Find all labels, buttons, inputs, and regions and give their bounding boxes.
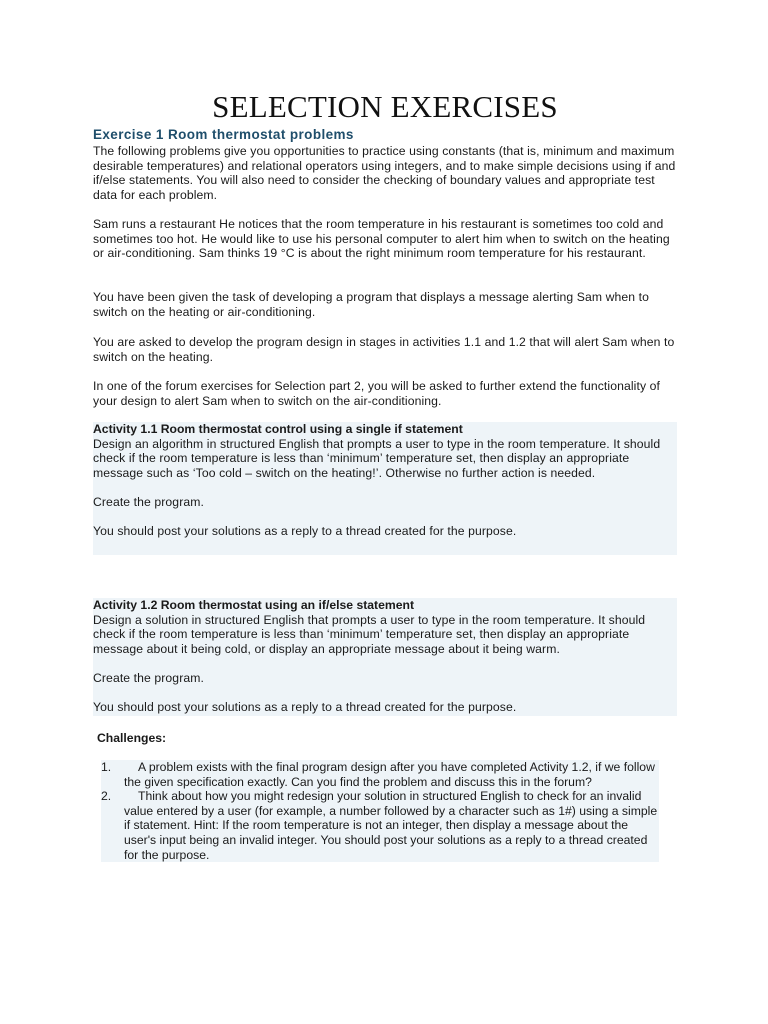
activity-1-2-post: You should post your solutions as a reply to a thread created for the purpose.	[93, 700, 517, 715]
list-item-number: 1.	[101, 760, 112, 774]
activity-1-1-title: Activity 1.1 Room thermostat control using a single if statement	[93, 422, 463, 436]
exercise-heading: Exercise 1 Room thermostat problems	[93, 127, 354, 142]
forum-paragraph: In one of the forum exercises for Selection part 2, you will be asked to further extend the functionality of your design to alert Sam when to switch on the air-conditioning.	[93, 379, 660, 408]
list-item	[101, 789, 659, 862]
intro-paragraph: The following problems give you opportunities to practice using constants (that is, minimum and maximum desirable temperatures) and relational operators using integers, and to make simple decisions using if and if/else statements. You will also need to consider the checking of boundary values and appropriate test data for each problem.	[93, 144, 676, 202]
stages-paragraph: You are asked to develop the program design in stages in activities 1.1 and 1.2 that will alert Sam when to switch on the heating.	[93, 335, 675, 364]
activity-1-2-title: Activity 1.2 Room thermostat using an if/else statement	[93, 598, 415, 612]
activity-1-2-box	[93, 598, 677, 716]
page-title: SELECTION EXERCISES	[212, 89, 558, 124]
activity-1-1-box	[93, 422, 677, 555]
list-item	[101, 760, 659, 789]
list-item-text: A problem exists with the final program design after you have completed Activity 1.2, if we follow the given specification exactly. Can you find the problem and discuss this in the forum?	[124, 760, 655, 789]
activity-1-2-body: Design a solution in structured English that prompts a user to type in the room temperature. It should check if the room temperature is less than ‘minimum’ temperature set, then display an appropriate message about it being cold, or display an appropriate message about it being warm.	[93, 612, 646, 656]
task-paragraph: You have been given the task of developing a program that displays a message alerting Sam when to switch on the heating or air-conditioning.	[93, 290, 649, 319]
list-item-text: Think about how you might redesign your solution in structured English to check for an invalid value entered by a user (for example, a number followed by a character such as 1#) using a simple if statement. Hint: If the room temperature is not an integer, then display a message about the user's input being an invalid integer. You should post your solutions as a reply to a thread created for the purpose.	[124, 789, 658, 862]
activity-1-1-post: You should post your solutions as a reply to a thread created for the purpose.	[93, 524, 517, 539]
activity-1-1-body: Design an algorithm in structured English that prompts a user to type in the room temperature. It should check if the room temperature is less than ‘minimum’ temperature set, then display an appropriate message such as ‘Too cold – switch on the heating!’. Otherwise no further action is needed.	[93, 436, 661, 480]
list-item-number: 2.	[101, 789, 112, 804]
activity-1-2-create: Create the program.	[93, 670, 204, 685]
scenario-paragraph: Sam runs a restaurant He notices that the room temperature in his restaurant is sometimes too cold and sometimes too hot. He would like to use his personal computer to alert him when to switch on the heating or air-conditioning. Sam thinks 19 °C is about the right minimum room temperature for his restaurant.	[93, 217, 670, 261]
challenges-title: Challenges:	[97, 731, 167, 745]
challenges-list	[101, 760, 659, 862]
activity-1-1-create: Create the program.	[93, 494, 204, 509]
